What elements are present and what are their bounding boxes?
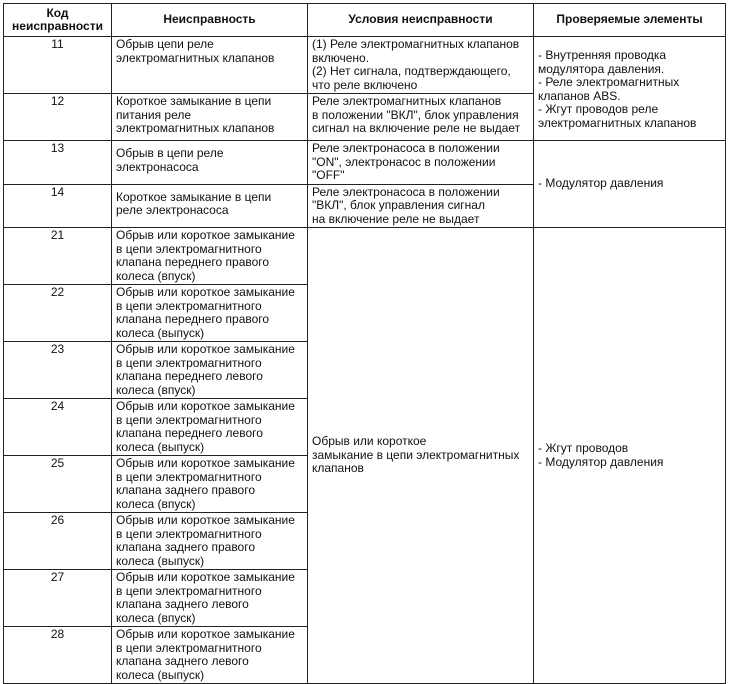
fault-description: Обрыв или короткое замыкание в цепи электромагнитного клапана заднего левого колеса (выпуск) <box>112 627 308 684</box>
checked-elements: - Модулятор давления <box>534 141 726 228</box>
table-row <box>4 37 726 94</box>
fault-code: 21 <box>4 228 112 285</box>
header-checked-elements: Проверяемые элементы <box>534 4 726 37</box>
table-row <box>4 141 726 185</box>
fault-code: 11 <box>4 37 112 94</box>
fault-code: 13 <box>4 141 112 185</box>
fault-condition: Реле электронасоса в положении "ON", электронасос в положении "OFF" <box>308 141 534 185</box>
fault-condition: Реле электронасоса в положении "ВКЛ", блок управления сигнал на включение реле не выдает <box>308 184 534 228</box>
fault-description: Обрыв или короткое замыкание в цепи электромагнитного клапана заднего правого колеса (выпуск) <box>112 513 308 570</box>
fault-code: 28 <box>4 627 112 684</box>
fault-code: 24 <box>4 399 112 456</box>
fault-description: Короткое замыкание в цепи реле электронасоса <box>112 184 308 228</box>
fault-condition: Реле электромагнитных клапанов в положении "ВКЛ", блок управления сигнал на включение реле не выдает <box>308 94 534 141</box>
fault-condition: Обрыв или короткое замыкание в цепи электромагнитных клапанов <box>308 228 534 684</box>
fault-code: 14 <box>4 184 112 228</box>
fault-description: Обрыв цепи реле электромагнитных клапанов <box>112 37 308 94</box>
fault-description: Обрыв в цепи реле электронасоса <box>112 141 308 185</box>
fault-description: Обрыв или короткое замыкание в цепи электромагнитного клапана заднего правого колеса (впуск) <box>112 456 308 513</box>
table-row <box>4 228 726 285</box>
fault-code: 12 <box>4 94 112 141</box>
fault-code: 25 <box>4 456 112 513</box>
fault-code: 22 <box>4 285 112 342</box>
checked-elements: - Жгут проводов - Модулятор давления <box>534 228 726 684</box>
header-code: Код неисправности <box>4 4 112 37</box>
fault-condition: (1) Реле электромагнитных клапанов включено. (2) Нет сигнала, подтверждающего, что реле включено <box>308 37 534 94</box>
fault-code: 27 <box>4 570 112 627</box>
header-fault: Неисправность <box>112 4 308 37</box>
fault-description: Короткое замыкание в цепи питания реле электромагнитных клапанов <box>112 94 308 141</box>
fault-description: Обрыв или короткое замыкание в цепи электромагнитного клапана переднего правого колеса (выпуск) <box>112 285 308 342</box>
header-conditions: Условия неисправности <box>308 4 534 37</box>
table-header-row <box>4 4 726 37</box>
fault-code-table <box>3 3 726 684</box>
fault-description: Обрыв или короткое замыкание в цепи электромагнитного клапана переднего правого колеса (впуск) <box>112 228 308 285</box>
fault-code: 23 <box>4 342 112 399</box>
fault-description: Обрыв или короткое замыкание в цепи электромагнитного клапана заднего левого колеса (впуск) <box>112 570 308 627</box>
fault-description: Обрыв или короткое замыкание в цепи электромагнитного клапана переднего левого колеса (выпуск) <box>112 399 308 456</box>
fault-code: 26 <box>4 513 112 570</box>
checked-elements: - Внутренняя проводка модулятора давления. - Реле электромагнитных клапанов ABS. - Жгут проводов реле электромагнитных клапанов <box>534 37 726 141</box>
fault-description: Обрыв или короткое замыкание в цепи электромагнитного клапана переднего левого колеса (впуск) <box>112 342 308 399</box>
